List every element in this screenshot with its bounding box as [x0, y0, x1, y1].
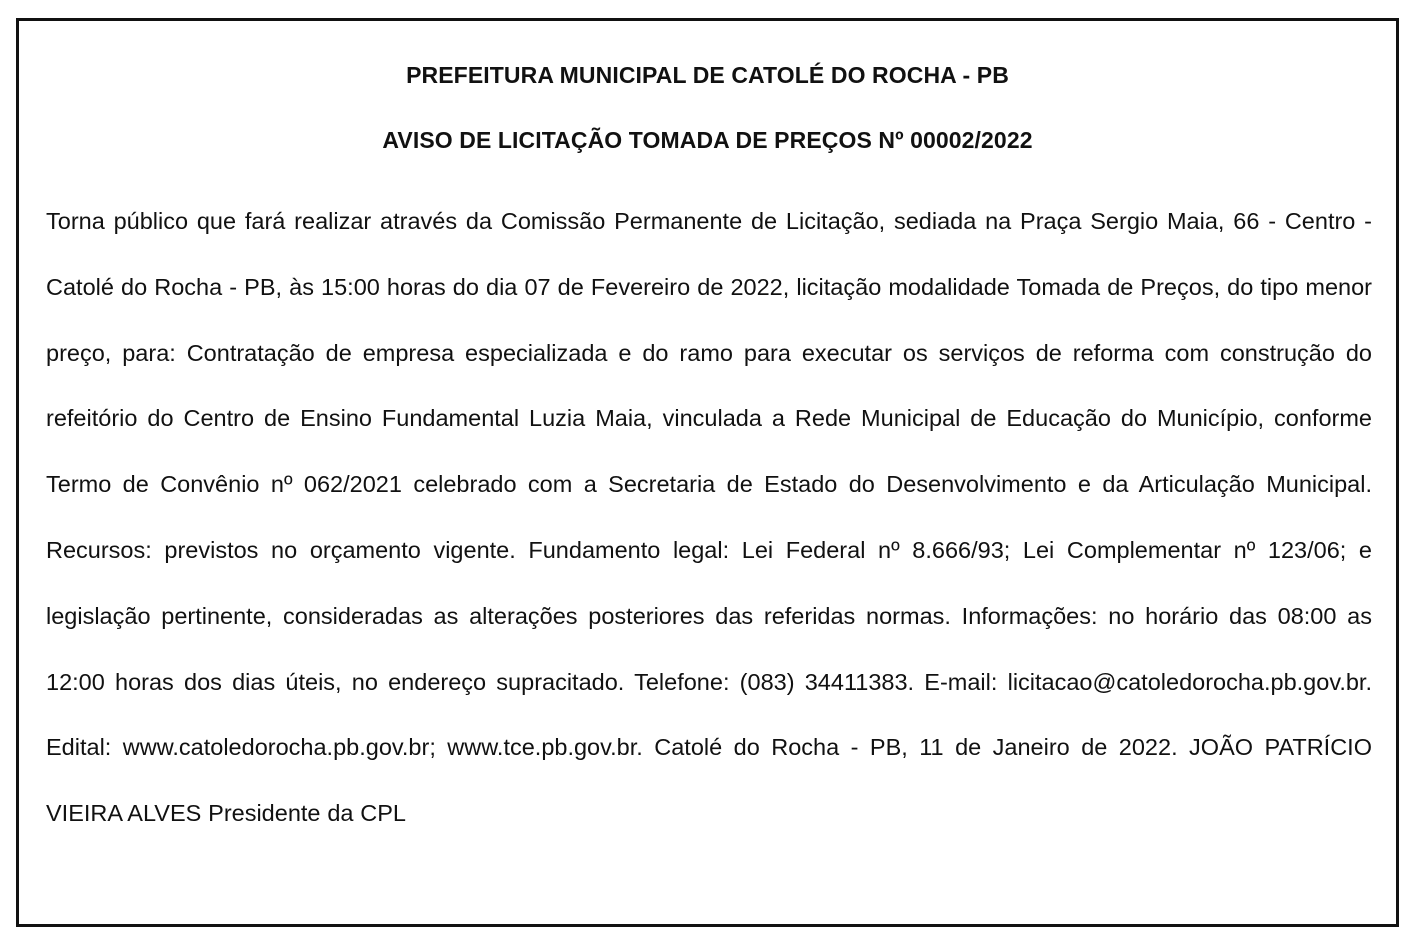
issuer-heading: PREFEITURA MUNICIPAL DE CATOLÉ DO ROCHA - PB [406, 62, 1009, 88]
notice-frame [16, 18, 1399, 927]
notice-body: Torna público que fará realizar através da Comissão Permanente de Licitação, sediada na Praça Sergio Maia, 66 - Centro - Catolé do Rocha - PB, às 15:00 horas do dia 07 de Fevereiro de 2022, licitação modalidade Tomada de Preços, do tipo menor preço, para: Contratação de empresa especializada e do ramo para executar os serviços de reforma com construção do refeitório do Centro de Ensino Fundamental Luzia Maia, vinculada a Rede Municipal de Educação do Município, conforme Termo de Convênio nº 062/2021 celebrado com a Secretaria de Estado do Desenvolvimento e da Articulação Municipal. Recursos: previstos no orçamento vigente. Fundamento legal: Lei Federal nº 8.666/93; Lei Complementar nº 123/06; e legislação pertinente, consideradas as alterações posteriores das referidas normas. Informações: no horário das 08:00 as 12:00 horas dos dias úteis, no endereço supracitado. Telefone: (083) 34411383. E-mail: licitacao@catoledorocha.pb.gov.br. Edital: www.catoledorocha.pb.gov.br; www.tce.pb.gov.br. Catolé do Rocha - PB, 11 de Janeiro de 2022. JOÃO PATRÍCIO VIEIRA ALVES Presidente da CPL [46, 208, 1372, 827]
notice-title: AVISO DE LICITAÇÃO TOMADA DE PREÇOS Nº 00002/2022 [382, 127, 1033, 153]
